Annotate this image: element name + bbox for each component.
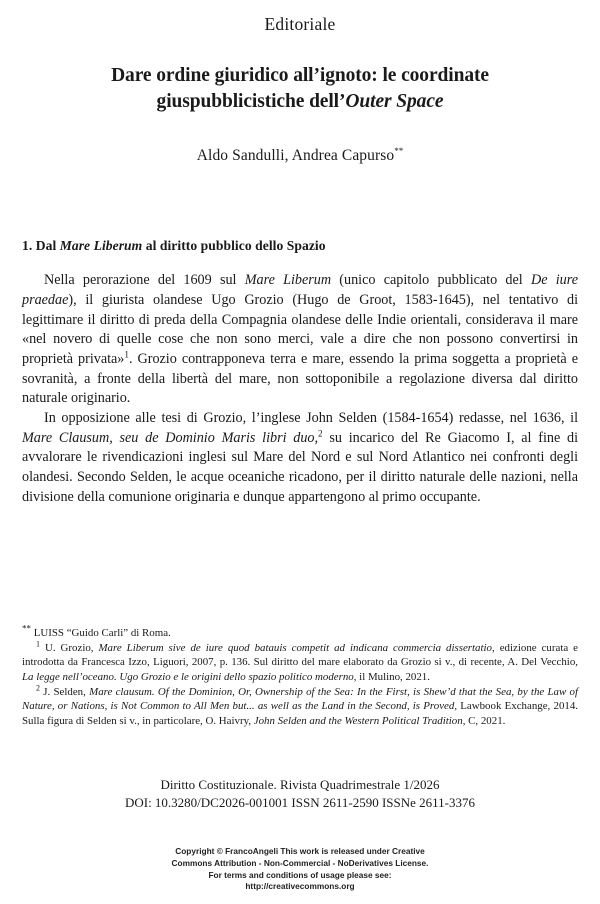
affiliation-text: LUISS “Guido Carli” di Roma. [31,627,171,639]
affiliation-marker: ** [22,623,31,634]
footnote-affiliation [22,623,578,641]
body-text [22,271,578,507]
title-line-1: Dare ordine giuridico all’ignoto: le coordinate [111,65,489,86]
footnote-1-marker: 1 [36,639,40,649]
p2-part3: su incarico del Re Giacomo I, al fine di avvalorare le rivendicazioni inglesi sul Mare del Nord e sul Nord Atlantico nei confronti degli olandesi. Secondo Selden, le acque oceaniche ricadono, per il diritto naturale delle nazioni, nella divisione della comunione originaria e dunque appartengono al primo occupante. [22,429,578,505]
copyright-notice [0,846,600,893]
p2-footnote-ref[interactable]: 2 [318,427,323,438]
p1-part4: . Grozio contrapponeva terra e mare, essendo la prima soggetta a proprietà e sovranità, a fronte della libertà del mare, non sottoponibile a regolazione diversa dal diritto naturale originario. [22,351,578,407]
footnote-2 [22,685,578,729]
footnote-2-marker: 2 [36,683,40,692]
p1-italic2: De iure praedae [22,272,578,309]
section-title-rest: al diritto pubblico dello Spazio [142,237,326,253]
fn1-part1: U. Grozio, [40,641,99,654]
p1-part2: (unico capitolo pubblicato del [331,272,531,289]
fn2-italic1: Mare clausum. Of the Dominion, Or, Ownership of the Sea: In the First, is Shew’d that the Sea, by the Law of Nature, or Nations, is Not Common to All Men but... as well as the Land in the Second, is Proved [22,685,578,713]
doi-issn-line: DOI: 10.3280/DC2026-001001 ISSN 2611-2590 ISSNe 2611-3376 [124,795,476,811]
section-title-italic: Mare Liberum [59,237,143,253]
p2-part2: , [314,429,319,446]
footnote-1 [22,641,578,685]
footnotes-section [22,623,578,729]
authors-line [22,146,578,165]
paragraph-2 [22,409,578,507]
fn1-part2: , edizione curata e introdotta da Francesca Izzo, Liguori, 2007, p. 136. Sul diritto del mare elaborato da Grozio si v., di recente, A. Del Vecchio, [22,641,578,669]
fn1-part3: , il Mulino, 2021. [353,670,430,683]
kicker-editoriale: Editoriale [264,14,336,34]
fn1-italic1: Mare Liberum sive de iure quod batauis competit ad indicana commercia dissertatio [98,641,493,654]
title-line-2-plain: giuspubblicistiche dell’ [156,91,346,113]
copyright-line-1: Copyright © FrancoAngeli This work is released under Creative [175,846,425,856]
fn2-part3: , C, 2021. [462,714,506,727]
document-page [0,14,600,904]
journal-citation-line: Diritto Costituzionale. Rivista Quadrimestrale 1/2026 [160,777,440,792]
p1-part1: Nella perorazione del 1609 sul [44,272,245,289]
p1-part3: ), il giurista olandese Ugo Grozio (Hugo de Groot, 1583-1645), nel tentativo di legittimare il diritto di preda della Compagnia olandese delle Indie orientali, considerava il mare «nel novero di quelle cose che non sono merci, vale a dire che non possono convertirsi in proprietà privata» [22,292,578,368]
fn2-part2: , Lawbook Exchange, 2014. Sulla figura di Selden si v., in particolare, O. Haivry, [22,700,578,727]
p1-footnote-ref[interactable]: 1 [124,349,129,360]
authors-names: Aldo Sandulli, Andrea Capurso [196,146,395,164]
journal-footer [22,776,578,813]
p2-italic1: Mare Clausum, seu de Dominio Maris libri duo [22,429,315,446]
p1-italic1: Mare Liberum [244,272,332,289]
paragraph-1 [22,271,578,409]
authors-footnote-marker: ** [394,145,404,156]
license-url[interactable]: http://creativecommons.org [245,881,355,892]
page-title [22,63,578,116]
copyright-line-3: For terms and conditions of usage please see: [208,869,392,880]
title-line-2-italic: Outer Space [345,91,444,113]
fn1-italic2: La legge nell’oceano. Ugo Grozio e le origini dello spazio politico moderno [22,670,354,683]
p2-part1: In opposizione alle tesi di Grozio, l’inglese John Selden (1584-1654) redasse, nel 1636, il [44,410,578,427]
section-heading [22,237,578,255]
fn2-part1: J. Selden, [40,685,90,698]
fn2-italic2: John Selden and the Western Political Tradition [253,714,463,727]
section-number: 1. Dal [22,237,60,253]
copyright-line-2: Commons Attribution - Non-Commercial - NoDerivatives License. [171,857,429,868]
